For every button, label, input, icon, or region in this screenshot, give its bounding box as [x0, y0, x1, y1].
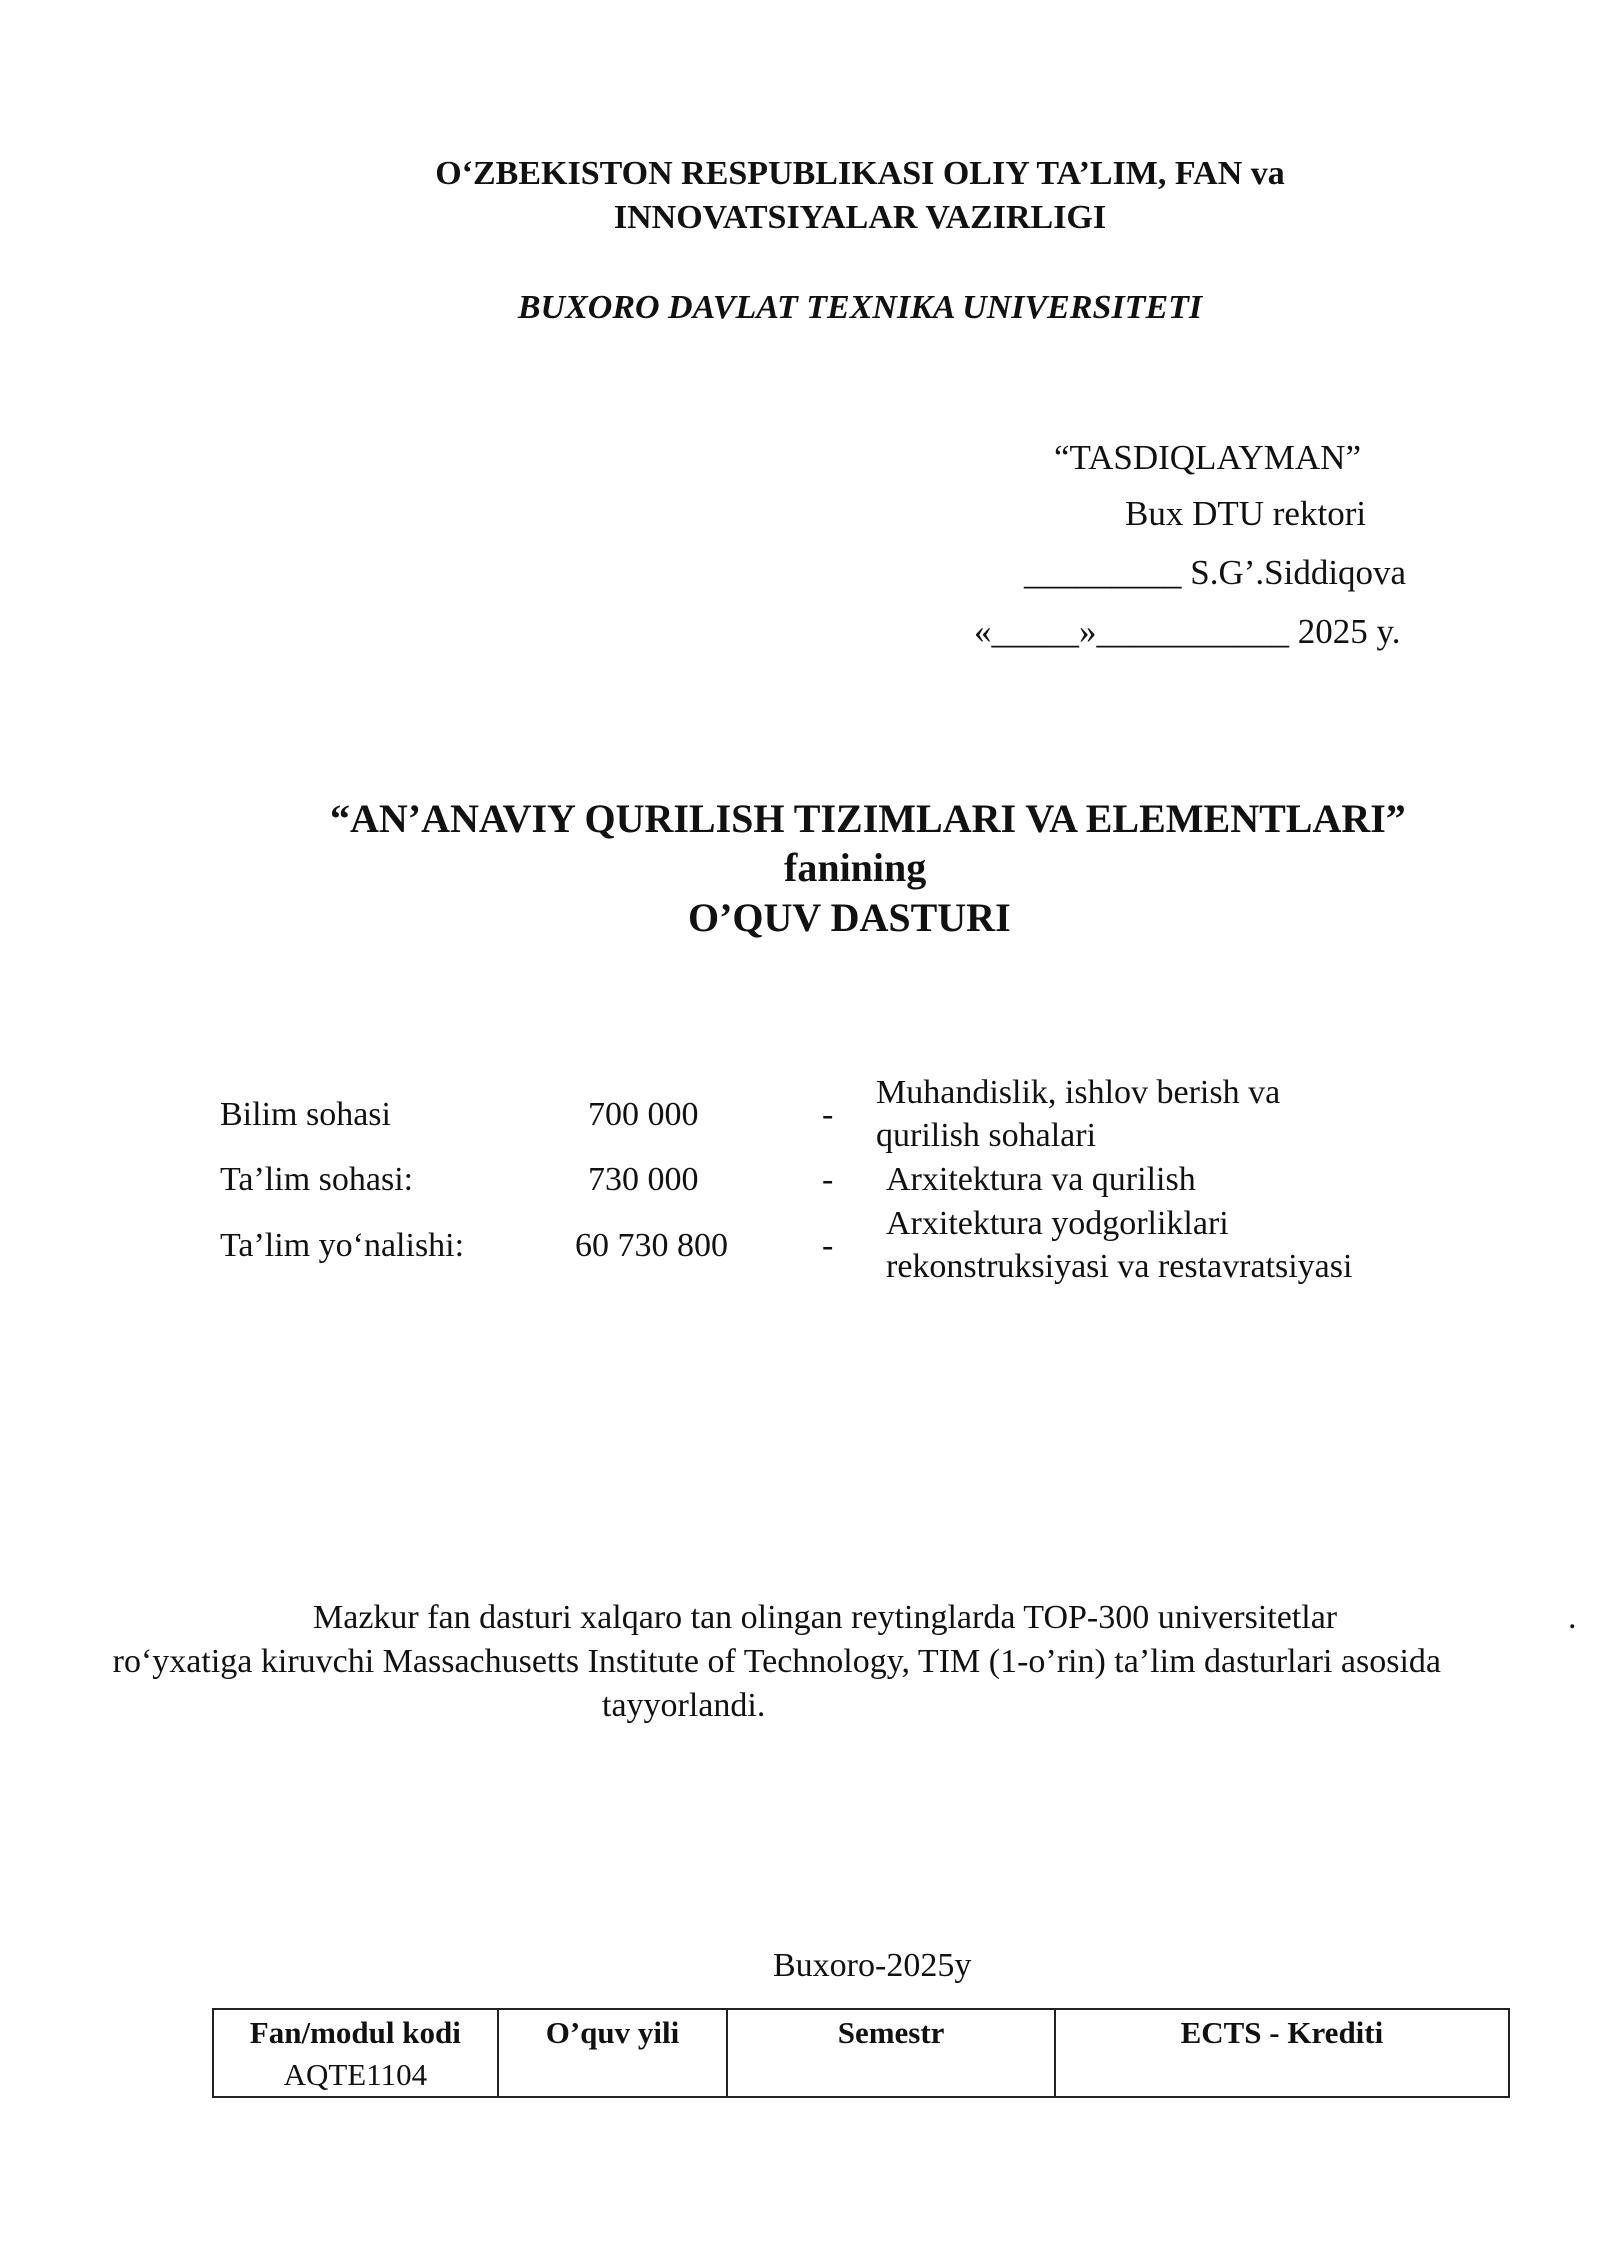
approval-title: “TASDIQLAYMAN” [1054, 438, 1361, 477]
table-cell-academic-year [498, 2009, 728, 2097]
classification-dash: - [822, 1161, 834, 1198]
classification-label: Ta’lim sohasi: [220, 1161, 414, 1198]
approval-signature-line: _________ S.G’.Siddiqova [1024, 553, 1407, 592]
module-table [212, 2008, 1510, 2098]
module-code-value: AQTE1104 [283, 2057, 428, 2092]
description-line3: tayyorlandi. [602, 1687, 766, 1724]
classification-dash: - [822, 1227, 834, 1264]
document-type: O’QUV DASTURI [688, 895, 1011, 940]
classification-name-line1: Muhandislik, ishlov berish va [876, 1074, 1281, 1111]
column-header: Fan/modul kodi [249, 2015, 461, 2050]
university-name: BUXORO DAVLAT TEXNIKA UNIVERSITETI [517, 289, 1203, 326]
classification-label: Bilim sohasi [220, 1096, 391, 1133]
approval-date-line: «_____»___________ 2025 y. [974, 612, 1401, 651]
table-cell-ects [1055, 2009, 1509, 2097]
classification-code: 730 000 [588, 1161, 699, 1198]
table-cell-module-code [213, 2009, 498, 2097]
ministry-name-line1: O‘ZBEKISTON RESPUBLIKASI OLIY TA’LIM, FAN va [435, 155, 1285, 192]
table-row [213, 2009, 1509, 2097]
course-subtitle: fanining [784, 845, 927, 890]
column-header: O’quv yili [545, 2015, 680, 2050]
ministry-name-line2: INNOVATSIYALAR VAZIRLIGI [613, 199, 1107, 236]
approval-position: Bux DTU rektori [1125, 494, 1367, 533]
classification-code: 60 730 800 [575, 1227, 728, 1264]
classification-name-line1: Arxitektura va qurilish [886, 1161, 1196, 1198]
description-line1: Mazkur fan dasturi xalqaro tan olingan reytinglarda TOP-300 universitetlar [313, 1599, 1338, 1636]
description-line1-tail: . [1568, 1599, 1577, 1636]
classification-name-line2: qurilish sohalari [876, 1117, 1097, 1154]
classification-code: 700 000 [588, 1096, 699, 1133]
classification-dash: - [822, 1096, 834, 1133]
ministry-name [0, 152, 1600, 240]
table-cell-semester [727, 2009, 1054, 2097]
description-line2: ro‘yxatiga kiruvchi Massachusetts Institute of Technology, TIM (1-o’rin) ta’lim dasturlari asosida [112, 1643, 1441, 1680]
course-title: “AN’ANAVIY QURILISH TIZIMLARI VA ELEMENTLARI” [330, 796, 1406, 841]
city-year: Buxoro-2025y [773, 1947, 972, 1984]
classification-label: Ta’lim yo‘nalishi: [220, 1227, 465, 1264]
column-header: Semestr [837, 2015, 945, 2050]
classification-name-line2: rekonstruksiyasi va restavratsiyasi [886, 1248, 1353, 1285]
column-header: ECTS - Krediti [1180, 2015, 1384, 2050]
classification-name-line1: Arxitektura yodgorliklari [886, 1205, 1229, 1242]
